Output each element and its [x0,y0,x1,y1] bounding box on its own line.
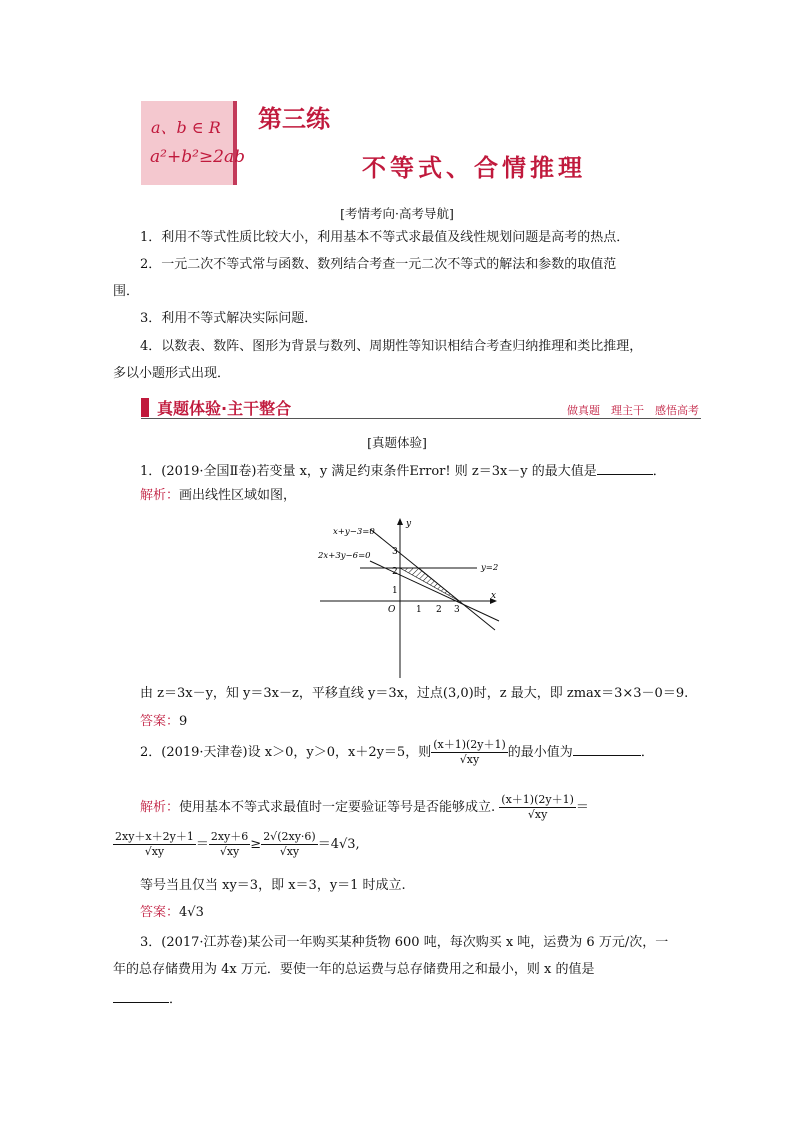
q2-step-c-den: √xy [279,845,300,858]
q1-analysis-text: 画出线性区域如图， [179,488,297,503]
q1-stem-text: 1．(2019·全国Ⅱ卷)若变量 x，y 满足约束条件Error! 则 z＝3x－y 的最大值是 [140,464,597,479]
q3-line1: 3．(2017·江苏卷)某公司一年购买某种货物 600 吨，每次购买 x 吨，运费为 6 万元/次，一 [140,935,669,950]
q2-step-c [261,830,318,859]
line1-label: x+y−3=0 [333,527,375,537]
q2-step-a-num: 2xy＋x＋2y＋1 [115,830,194,843]
q2-step-b-num: 2xy＋6 [210,830,249,843]
q1-answer [140,713,187,731]
q2-analysis-label: 解析： [140,800,180,815]
q2-analysis-frac-den: √xy [527,808,548,821]
x-tick-3: 3 [454,605,460,615]
lesson-label: 第三练 [258,105,330,133]
q2-answer [140,904,204,922]
q1-stem: 1．(2019·全国Ⅱ卷)若变量 x，y 满足约束条件Error! 则 z＝3x－y 的最大值是 ． [140,460,666,481]
section-slogan: 做真题 理主干 感悟高考 [567,404,699,417]
q2-answer-label: 答案： [140,905,180,920]
guide-heading: [考情考向·高考导航] [340,206,454,221]
line2-label: 2x+3y−6=0 [318,551,371,561]
feasible-region [400,568,459,601]
q2-fraction [431,738,508,767]
guide-item-2-cont: 围． [113,284,140,299]
q3-blank-line: ． [113,988,182,1009]
q1-analysis-label: 解析： [140,488,180,503]
q2-stem: 2．(2019·天津卷)设 x＞0，y＞0，x＋2y＝5，则 $\frac{(x+1)(2y+1)}{√xy}$ 的最小值为 ． [140,738,654,766]
y-tick-1: 1 [392,586,398,596]
q1-conclusion: 由 z＝3x－y，知 y＝3x－z，平移直线 y＝3x，过点(3,0)时，z 最大，即 zmax＝3×3－0＝9. [140,686,689,701]
q2-step-a-den: √xy [144,845,165,858]
formula-badge [141,101,245,185]
q1-analysis [140,487,296,505]
q1-answer-label: 答案： [140,714,180,729]
q1-answer-value: 9 [179,714,188,729]
q2-analysis: 解析：使用基本不等式求最值时一定要验证等号是否能够成立. $\frac{(x+1)(2y+1)}{√xy}$ ＝ [140,793,589,821]
q2-analysis-frac-num: (x＋1)(2y＋1) [501,793,574,806]
q2-step-c-num: 2√(2xy·6) [263,830,316,843]
y-tick-2: 2 [392,567,398,577]
origin-label: O [388,605,396,615]
q2-answer-blank [573,741,641,756]
guide-item-2: 2．一元二次不等式常与函数、数列结合考查一元二次不等式的解法和参数的取值范 [140,257,617,272]
x-axis-label: x [491,591,497,601]
q2-equality: 等号当且仅当 xy＝3，即 x＝3，y＝1 时成立. [140,878,406,893]
y-axis-label: y [406,519,412,529]
chapter-title: 不等式、合情推理 [362,154,586,182]
badge-line2: a²+b²≥2ab [150,147,245,167]
q2-step-b-den: √xy [219,845,240,858]
q2-stem-prefix: 2．(2019·天津卷)设 x＞0，y＞0，x＋2y＝5，则 [140,745,432,760]
q2-step-b [209,830,250,859]
y-axis-arrow [397,518,403,525]
q2-answer-value: 4√3 [179,905,204,920]
section-subheading: [真题体验] [367,435,427,450]
badge-line1: a、b ∈ R [151,118,221,137]
q2-step-a [113,830,196,859]
section-title: 真题体验·主干整合 [157,399,292,418]
feasible-region-graph [305,512,505,680]
section-marker [141,398,149,417]
y-tick-3: 3 [392,547,398,557]
q3-answer-blank [113,988,169,1003]
q1-answer-blank [597,460,653,475]
x-tick-2: 2 [436,605,442,615]
q2-step-result: ＝4√3, [317,837,360,852]
q3-line2: 年的总存储费用为 4x 万元．要使一年的总运费与总存储费用之和最小，则 x 的值是 [113,962,595,977]
x-tick-1: 1 [416,605,422,615]
q2-analysis-fraction [499,793,576,822]
section-bar [141,396,701,419]
q2-frac-den: √xy [459,753,480,766]
q2-stem-suffix: 的最小值为 [507,745,573,760]
guide-item-4: 4．以数表、数阵、图形为背景与数列、周期性等知识相结合考查归纳推理和类比推理， [140,339,643,354]
q2-analysis-text: 使用基本不等式求最值时一定要验证等号是否能够成立. [179,800,496,815]
q2-derivation: $\frac{2xy+x+2y+1}{√xy}$ ＝ $\frac{2xy+6}{√xy}$ ≥ $\frac{2√(2xy\cdot 6)}{√xy}$ ＝4√3, [115,830,360,858]
guide-item-3: 3．利用不等式解决实际问题． [140,311,318,326]
guide-item-1: 1．利用不等式性质比较大小，利用基本不等式求最值及线性规划问题是高考的热点． [140,230,630,245]
line3-label: y=2 [481,563,499,573]
guide-item-4-cont: 多以小题形式出现． [113,366,231,381]
q2-frac-num: (x＋1)(2y＋1) [433,738,506,751]
